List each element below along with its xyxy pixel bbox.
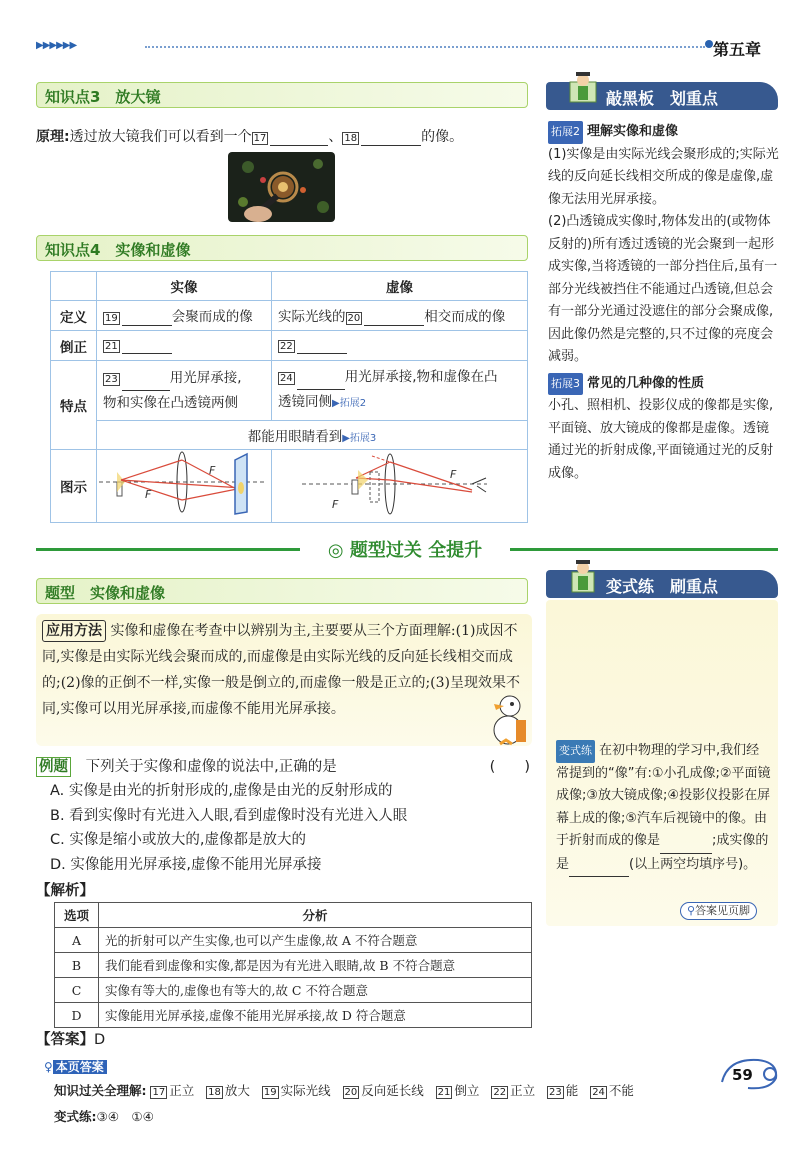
footer-num: 23 — [549, 1087, 562, 1098]
def-virtual-b: 相交而成的像 — [424, 309, 506, 325]
analysis-head-analysis: 分析 — [99, 903, 532, 928]
option-b: B. 看到实像时有光进入人眼,看到虚像时没有光进入人眼 — [50, 807, 408, 824]
qtype-title: 题型 实像和虚像 — [36, 578, 528, 604]
principle-text: 透过放大镜我们可以看到一个 — [69, 129, 252, 145]
magnifier-photo — [228, 152, 335, 222]
analysis-cell-option: D — [55, 1003, 99, 1028]
virtual-image-diagram — [272, 450, 527, 518]
footer-ans: 不能 — [608, 1083, 634, 1098]
analysis-cell-text: 我们能看到虚像和实像,都是因为有光进入眼睛,故 B 不符合题意 — [99, 953, 532, 978]
footer-ans: 倒立 — [454, 1083, 480, 1098]
footer-title: 本页答案 — [53, 1060, 107, 1074]
footer-num: 21 — [437, 1087, 451, 1098]
banner-rocket-icon: ◎ — [327, 540, 344, 561]
blank-21-number: 21 — [105, 341, 118, 352]
variant-text-a: 在初中物理的学习中,我们经常提到的“像”有:①小孔成像;②平面镜成像;③放大镜成像;④投影仪投影在屏幕上成的像;⑤汽车后视镜中的像。由于折射而成的像是 — [556, 743, 771, 848]
ext3-title: 常见的几种像的性质 — [587, 375, 705, 391]
variant-blank-2 — [569, 854, 629, 878]
footer-num: 18 — [208, 1087, 221, 1098]
analysis-cell-option: B — [55, 953, 99, 978]
variant-tab-label: 变式练 刷重点 — [606, 577, 719, 596]
example-label: 例题 — [36, 757, 71, 777]
table-row — [55, 928, 532, 953]
ext2-para-2: (2)凸透镜成实像时,物体发出的(或物体反射的)所有透过透镜的光会聚到一起形成实像,当将透镜的一部分挡住后,虽有一部分光线被挡住不能通过凸透镜,但总会有一部分光通过没遮住的部分会聚成像,因此像仍然是完整的,只不过像的亮度会减弱。 — [548, 214, 778, 364]
method-box — [36, 614, 532, 746]
banner-text: 题型过关 全提升 — [349, 540, 483, 561]
footer-num: 24 — [592, 1087, 605, 1098]
ext2-block — [548, 121, 780, 485]
footer-ans: 正立 — [169, 1083, 195, 1098]
orient-real — [97, 331, 272, 361]
example-block — [36, 755, 532, 900]
ext2-link[interactable]: ▶拓展2 — [332, 398, 367, 409]
answer-value: D — [94, 1032, 106, 1048]
option-d: D. 实像能用光屏承接,虚像不能用光屏承接 — [50, 856, 322, 873]
option-a: A. 实像是由光的折射形成的,虚像是由光的反射形成的 — [50, 783, 393, 799]
option-c: C. 实像是缩小或放大的,虚像都是放大的 — [50, 832, 306, 848]
feature-virtual-b: 透镜同侧 — [278, 394, 332, 410]
blank-22-number: 22 — [280, 341, 293, 352]
options-list — [36, 779, 532, 877]
analysis-head-option: 选项 — [55, 903, 99, 928]
row-orient: 倒正 — [51, 331, 97, 361]
variant-text — [556, 740, 772, 877]
table-row — [55, 953, 532, 978]
blank-20-number: 20 — [347, 313, 361, 324]
blank-19-number: 19 — [105, 313, 118, 324]
footer-num: 20 — [344, 1087, 358, 1098]
principle-label: 原理: — [36, 129, 70, 145]
def-virtual — [272, 301, 528, 331]
answer-link-label: 答案见页脚 — [695, 904, 751, 917]
footer-num: 19 — [263, 1087, 277, 1098]
ext3-tag: 拓展3 — [548, 373, 583, 396]
ext2-para-1: (1)实像是由实际光线会聚形成的;实际光线的反向延长线相交所成的像是虚像,虚像无法用光屏承接。 — [548, 146, 779, 207]
answer-footnote-link[interactable] — [680, 902, 757, 920]
focal-label-3: F — [450, 468, 457, 481]
feature-real-a: 用光屏承接, — [169, 370, 242, 386]
real-virtual-table — [50, 271, 528, 523]
def-virtual-a: 实际光线的 — [278, 309, 346, 325]
feature-common — [97, 421, 528, 450]
variant-text-c: (以上两空均填序号)。 — [629, 856, 757, 872]
footer-ans: 正立 — [510, 1083, 536, 1098]
def-real-text: 会聚而成的像 — [171, 309, 253, 325]
blank-23 — [122, 366, 170, 391]
footer-line-2 — [54, 1107, 154, 1125]
focal-label-1: F — [209, 464, 216, 477]
def-real — [97, 301, 272, 331]
blank-20 — [364, 309, 424, 326]
blank-24 — [297, 365, 345, 390]
footer-ans: 能 — [565, 1083, 579, 1098]
table-corner — [51, 272, 97, 301]
focal-label-4: F — [332, 498, 339, 511]
variant-tag: 变式练 — [556, 740, 595, 763]
page-number: 59 — [732, 1066, 753, 1084]
method-label: 应用方法 — [42, 620, 106, 642]
pin-icon: ⚲ — [687, 904, 696, 917]
example-question: 下列关于实像和虚像的说法中,正确的是 — [85, 759, 337, 775]
answer-line — [36, 1028, 105, 1049]
method-text: 实像和虚像在考查中以辨别为主,主要要从三个方面理解:(1)成因不同,实像是由实际光线会聚而成的,而虚像是由实际光线的反向延长线相交而成的;(2)像的正倒不一样,实像一般是倒立的,而虚像一般是正立的;(3)呈现效果不同,实像可以用光屏承接,而虚像不能用光屏承接。 — [42, 623, 520, 717]
analysis-cell-option: A — [55, 928, 99, 953]
ext2-tag: 拓展2 — [548, 121, 583, 144]
header-arrows-icon: ▶▶▶▶▶▶ — [36, 40, 77, 51]
row-diagram: 图示 — [51, 450, 97, 523]
k3-principle — [36, 126, 463, 146]
real-image-diagram — [97, 450, 267, 518]
col-virtual: 虚像 — [272, 272, 528, 301]
focal-label-2: F — [145, 488, 152, 501]
answer-bracket: ( ) — [489, 759, 530, 775]
footer-line1-label: 知识过关全理解: — [54, 1083, 147, 1098]
principle-end: 的像。 — [421, 129, 464, 145]
analysis-table — [54, 902, 532, 1028]
analysis-cell-text: 实像有等大的,虚像也有等大的,故 C 不符合题意 — [99, 978, 532, 1003]
feature-virtual — [272, 361, 528, 421]
separator: 、 — [328, 129, 343, 145]
analysis-cell-option: C — [55, 978, 99, 1003]
diagram-real — [97, 450, 272, 523]
table-row — [55, 1003, 532, 1028]
blank-19 — [122, 309, 172, 326]
variant-blank-1 — [660, 830, 712, 854]
duck-mascot-icon — [486, 690, 530, 746]
ext3-link[interactable]: ▶拓展3 — [342, 433, 377, 444]
blank-17 — [270, 129, 328, 146]
footer-ans: 反向延长线 — [361, 1083, 424, 1098]
variant-tab — [546, 570, 778, 598]
blank-21 — [122, 337, 172, 354]
page-number-badge — [718, 1052, 782, 1092]
footer-line-1 — [54, 1081, 634, 1099]
ext2-title: 理解实像和虚像 — [587, 124, 679, 139]
orient-virtual — [272, 331, 528, 361]
col-real: 实像 — [97, 272, 272, 301]
row-def: 定义 — [51, 301, 97, 331]
variant-text-b: ;成实像的是 — [556, 833, 769, 872]
footer-line2-text: ③④ ①④ — [96, 1109, 154, 1124]
k4-title: 知识点4 实像和虚像 — [36, 235, 528, 261]
footer-num: 22 — [493, 1087, 507, 1098]
right-top-tab — [546, 82, 778, 110]
footer-ans: 放大 — [224, 1083, 250, 1098]
feature-virtual-a: 用光屏承接,物和虚像在凸 — [344, 369, 498, 385]
right-top-tab-label: 敲黑板 划重点 — [606, 89, 719, 108]
blank-24-number: 24 — [280, 373, 293, 384]
header-dotted-line — [145, 46, 705, 48]
answer-label: 【答案】 — [36, 1032, 94, 1048]
chapter-title: 第五章 — [713, 40, 762, 59]
analysis-cell-text: 实像能用光屏承接,虚像不能用光屏承接,故 D 符合题意 — [99, 1003, 532, 1028]
banner-title — [300, 536, 510, 564]
k3-title: 知识点3 放大镜 — [36, 82, 528, 108]
blank-23-number: 23 — [105, 374, 118, 385]
row-feature: 特点 — [51, 361, 97, 450]
mascot-icon — [568, 560, 602, 596]
footer-num: 17 — [152, 1087, 166, 1098]
blank-18 — [361, 129, 421, 146]
blank-17-number: 17 — [253, 133, 267, 144]
header-dot-icon — [705, 40, 713, 48]
mascot-icon — [568, 72, 602, 108]
common-text: 都能用眼睛看到 — [247, 429, 343, 445]
table-row — [55, 978, 532, 1003]
feature-real — [97, 361, 272, 421]
blank-22 — [297, 337, 347, 354]
diagram-virtual — [272, 450, 528, 523]
footer-line2-label: 变式练: — [54, 1109, 97, 1124]
feature-real-b: 物和实像在凸透镜两侧 — [103, 395, 238, 411]
analysis-label: 【解析】 — [36, 883, 94, 899]
footer-ans: 实际光线 — [280, 1083, 331, 1098]
blank-18-number: 18 — [344, 133, 358, 144]
ext3-para: 小孔、照相机、投影仪成的像都是实像,平面镜、放大镜成的像都是虚像。透镜通过光的折射成像,平面镜通过光的反射成像。 — [548, 398, 774, 481]
key-icon: ♀ — [44, 1060, 53, 1074]
analysis-cell-text: 光的折射可以产生实像,也可以产生虚像,故 A 不符合题意 — [99, 928, 532, 953]
footer-title-badge — [44, 1058, 107, 1075]
